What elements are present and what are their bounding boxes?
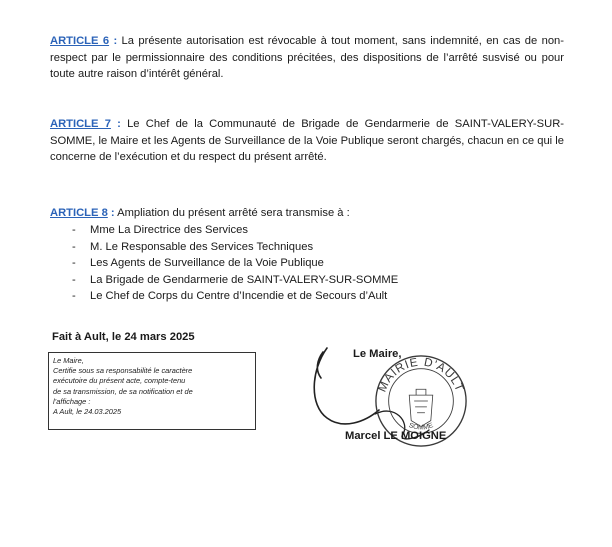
article-8-label: ARTICLE 8 <box>50 207 108 219</box>
article-6-colon: : <box>109 35 118 47</box>
recipient-label: Le Chef de Corps du Centre d’Incendie et de Secours d’Ault <box>90 290 388 302</box>
recipient-label: Mme La Directrice des Services <box>90 224 248 236</box>
article-6 <box>50 33 564 83</box>
recipient-list <box>72 222 398 305</box>
article-7-text: Le Chef de la Communauté de Brigade de Gendarmerie de SAINT-VALERY-SUR-SOMME, le Maire et les Agents de Surveillance de la Voie Publique seront chargés, chacun en ce qui le concerne de l’exécution et du respect du présent arrêté. <box>50 118 564 163</box>
list-item <box>72 288 398 305</box>
certification-line: Le Maire, <box>53 356 84 365</box>
article-6-label: ARTICLE 6 <box>50 35 110 47</box>
article-8 <box>50 205 564 222</box>
article-7-colon: : <box>110 118 121 130</box>
certification-line: A Ault, le 24.03.2025 <box>53 407 122 417</box>
certification-line: de sa transmission, de sa notification et de <box>53 386 193 396</box>
stamp-text: MAIRIE D'AULT <box>375 355 467 394</box>
mayor-title: Le Maire, <box>353 348 402 360</box>
recipient-label: Les Agents de Surveillance de la Voie Publique <box>90 257 324 269</box>
list-bullet: - <box>72 273 76 286</box>
recipient-label: M. Le Responsable des Services Techniques <box>90 240 314 253</box>
signer-name: Marcel LE MOIGNE <box>345 430 447 442</box>
article-8-colon: : <box>107 207 115 219</box>
place-date: Fait à Ault, le 24 mars 2025 <box>52 331 195 343</box>
list-item <box>72 272 398 289</box>
recipient-label: La Brigade de Gendarmerie de SAINT-VALERY-SUR-SOMME <box>90 273 399 286</box>
certification-box <box>48 352 256 430</box>
list-bullet: - <box>72 224 76 236</box>
svg-text:MAIRIE D'AULT <box>376 356 467 394</box>
list-item <box>72 222 398 239</box>
list-item <box>72 239 398 256</box>
list-item <box>72 255 398 272</box>
article-7-label: ARTICLE 7 <box>50 118 111 130</box>
certification-line: exécutoire du présent acte, compte-tenu <box>53 376 186 386</box>
list-bullet: - <box>72 290 76 302</box>
certification-line: Certifie sous sa responsabilité le caractère <box>53 366 193 376</box>
certification-line: l’affichage : <box>53 396 91 406</box>
list-bullet: - <box>72 257 76 269</box>
article-6-text: La présente autorisation est révocable à tout moment, sans indemnité, en cas de non-respect par le permissionnaire des conditions précitées, des dispositions de l’arrêté susvisé ou pour toute autre raison d’intérêt général. <box>50 35 564 80</box>
article-7 <box>50 116 564 166</box>
stamp-subtext: SOMME <box>407 422 435 432</box>
list-bullet: - <box>72 240 76 253</box>
article-8-text: Ampliation du présent arrêté sera transmise à : <box>114 207 350 219</box>
